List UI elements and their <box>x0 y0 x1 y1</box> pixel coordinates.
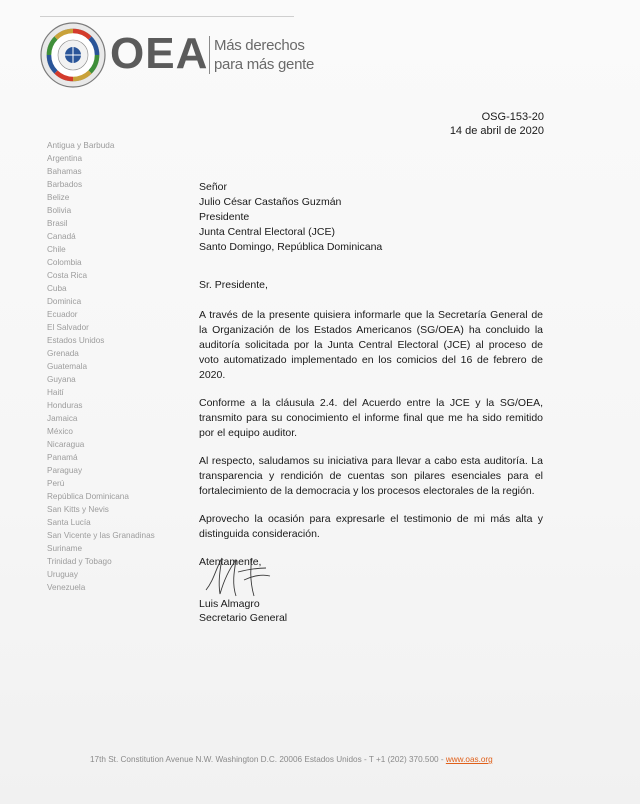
salutation: Sr. Presidente, <box>199 279 268 291</box>
member-state-item: El Salvador <box>47 323 89 332</box>
member-state-item: Argentina <box>47 154 83 163</box>
member-state-item: Perú <box>47 479 65 488</box>
addressee-organization: Junta Central Electoral (JCE) <box>199 226 335 238</box>
member-state-item: Guyana <box>47 375 76 384</box>
member-state-item: Honduras <box>47 401 83 410</box>
paragraph-2: Conforme a la cláusula 2.4. del Acuerdo entre la JCE y la SG/OEA, transmito para su conocimiento el informe final que me ha sido remitido por el equipo auditor. <box>199 397 543 439</box>
member-state-item: Bolivia <box>47 206 72 215</box>
logo-divider <box>209 36 210 74</box>
member-state-item: Bahamas <box>47 167 82 176</box>
member-state-item: Ecuador <box>47 310 78 319</box>
oas-seal-icon <box>40 22 106 88</box>
logo-wordmark: OEA <box>110 29 209 78</box>
footer-address <box>90 755 493 764</box>
member-state-item: Uruguay <box>47 570 78 579</box>
handwritten-signature <box>200 550 280 600</box>
member-state-item: Costa Rica <box>47 271 88 280</box>
member-state-item: Trinidad y Tobago <box>47 557 112 566</box>
member-state-item: Santa Lucía <box>47 518 91 527</box>
member-state-item: Grenada <box>47 349 79 358</box>
member-state-item: Guatemala <box>47 362 88 371</box>
member-state-item: Brasil <box>47 219 68 228</box>
member-state-item: Jamaica <box>47 414 78 423</box>
member-state-item: Nicaragua <box>47 440 85 449</box>
member-state-item: Paraguay <box>47 466 83 475</box>
member-state-item: Colombia <box>47 258 82 267</box>
reference-block <box>450 110 544 138</box>
reference-number: OSG-153-20 <box>481 111 544 123</box>
member-state-item: Panamá <box>47 453 78 462</box>
paragraph-4: Aprovecho la ocasión para expresarle el testimonio de mi más alta y distinguida consideración. <box>199 513 543 540</box>
member-state-item: Antigua y Barbuda <box>47 141 115 150</box>
website-link[interactable]: www.oas.org <box>445 755 493 764</box>
addressee-location: Santo Domingo, República Dominicana <box>199 241 383 253</box>
footer-address-text: 17th St. Constitution Avenue N.W. Washington D.C. 20006 Estados Unidos - T +1 (202) 370.500 - <box>90 755 446 764</box>
member-state-item: Dominica <box>47 297 82 306</box>
member-state-item: Belize <box>47 193 70 202</box>
closing: Atentamente, <box>199 556 262 568</box>
letter-body <box>199 278 543 583</box>
signer-name: Luis Almagro <box>199 598 260 610</box>
addressee-block <box>199 180 382 255</box>
addressee-honorific: Señor <box>199 181 228 193</box>
member-state-item: Barbados <box>47 180 83 189</box>
member-state-item: Canadá <box>47 232 76 241</box>
member-state-item: República Dominicana <box>47 492 129 501</box>
header-rule <box>40 16 294 17</box>
tagline-line-1: Más derechos <box>214 37 305 54</box>
letter-date: 14 de abril de 2020 <box>449 125 544 137</box>
signer-title: Secretario General <box>199 612 288 624</box>
member-state-item: Estados Unidos <box>47 336 105 345</box>
member-state-item: San Vicente y las Granadinas <box>47 531 155 540</box>
tagline <box>214 36 314 74</box>
member-state-item: Haití <box>47 388 64 397</box>
member-state-item: San Kitts y Nevis <box>47 505 109 514</box>
signer-block <box>199 597 287 625</box>
member-state-item: México <box>47 427 73 436</box>
tagline-line-2: para más gente <box>214 56 315 73</box>
addressee-name: Julio César Castaños Guzmán <box>199 196 342 208</box>
member-state-item: Cuba <box>47 284 67 293</box>
paragraph-1: A través de la presente quisiera informarle que la Secretaría General de la Organización de los Estados Americanos (SG/OEA) ha concluido la auditoría solicitada por la Junta Central Electoral (JCE) al proceso de voto automatizado implementado en los comicios del 16 de febrero de 2020. <box>199 309 543 381</box>
addressee-title: Presidente <box>199 211 250 223</box>
member-state-item: Chile <box>47 245 66 254</box>
member-state-item: Venezuela <box>47 583 86 592</box>
member-states-list <box>47 139 197 594</box>
member-state-item: Suriname <box>47 544 83 553</box>
paragraph-3: Al respecto, saludamos su iniciativa para llevar a cabo esta auditoría. La transparencia y rendición de cuentas son pilares esenciales para el fortalecimiento de la democracia y los procesos electorales de la región. <box>199 455 543 497</box>
